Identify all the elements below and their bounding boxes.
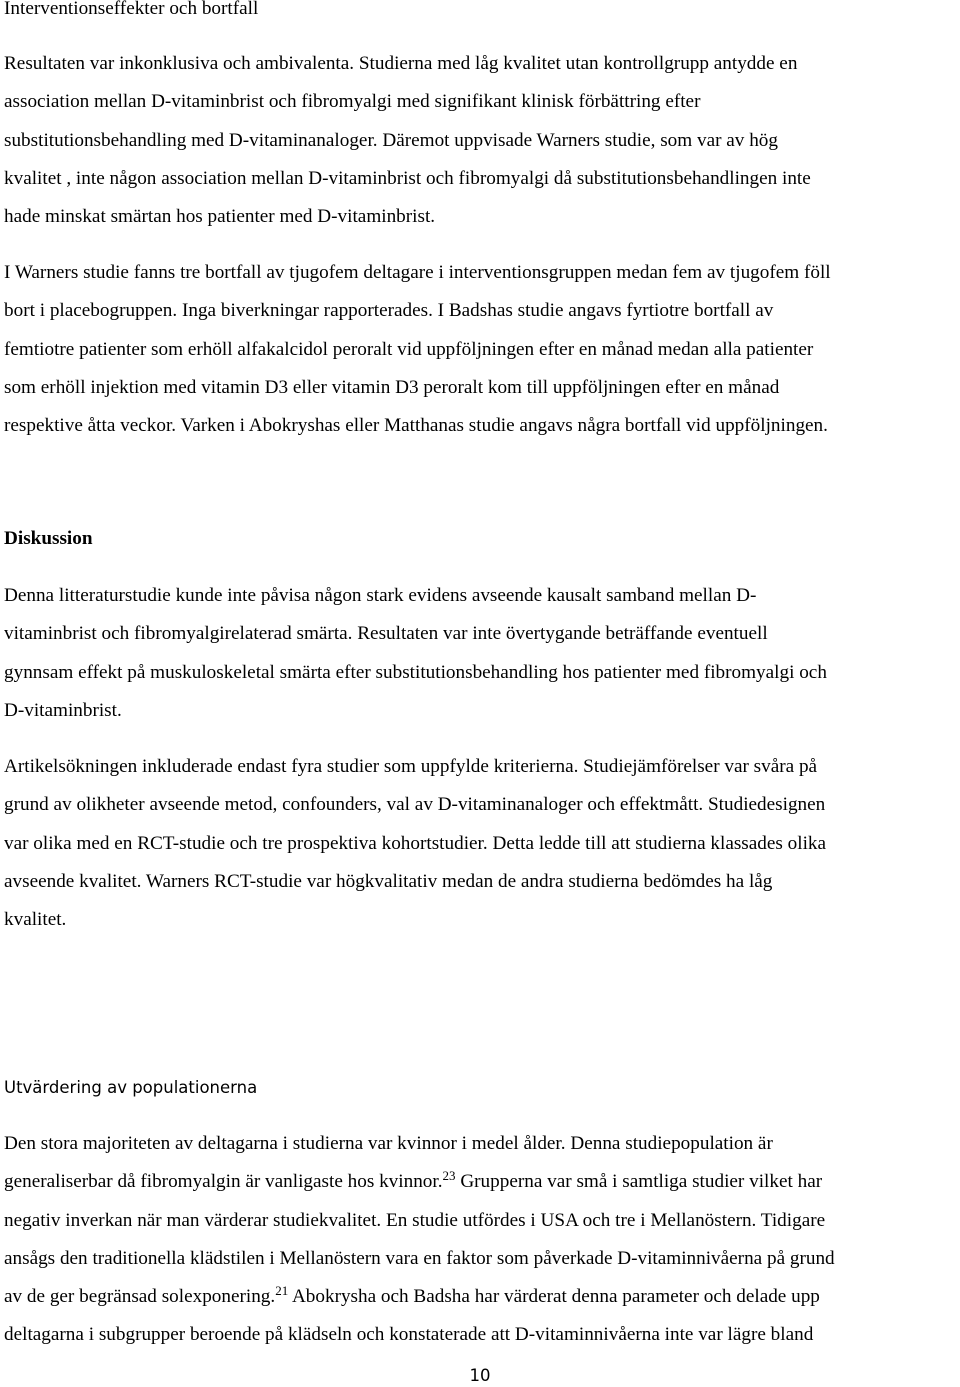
text-line: kvalitet. <box>4 909 67 931</box>
text-line: generaliserbar då fibromyalgin är vanligaste hos kvinnor.$^{23}$ Grupperna var små i samtliga studier vilket har <box>4 1168 823 1193</box>
text-line: association mellan D-vitaminbrist och fibromyalgi med signifikant klinisk förbättring efter <box>4 91 701 113</box>
text-line: Artikelsökningen inkluderade endast fyra studier som uppfylde kriterierna. Studiejämförelser var svåra på <box>4 756 818 777</box>
paragraph-discussion-studies <box>4 748 826 939</box>
citation-ref-23: 23 <box>442 1168 456 1184</box>
section-heading-interventionseffekter: Interventionseffekter och bortfall <box>4 0 259 19</box>
paragraph-results <box>4 45 811 236</box>
section-heading-diskussion: Diskussion <box>4 528 93 549</box>
text-line: negativ inverkan när man värderar studiekvalitet. En studie utfördes i USA och tre i Mellanöstern. Tidigare <box>4 1209 826 1231</box>
text-line: av de ger begränsad solexponering.$^{21}$ Abokrysha och Badsha har värderat denna parameter och delade upp <box>4 1283 820 1308</box>
text-line: bort i placebogruppen. Inga biverkningar rapporterades. I Badshas studie angavs fyrtiotre bortfall av <box>4 300 774 322</box>
text-line: Den stora majoriteten av deltagarna i studierna var kvinnor i medel ålder. Denna studiepopulation är <box>4 1133 773 1154</box>
text-line: D-vitaminbrist. <box>4 699 122 721</box>
text-line: deltagarna i subgrupper beroende på klädseln och konstaterade att D-vitaminnivåerna inte var lägre bland <box>4 1324 814 1346</box>
paragraph-population <box>4 1125 835 1355</box>
text-line: ansågs den traditionella klädstilen i Mellanöstern vara en faktor som påverkade D-vitaminnivåerna på grund <box>4 1247 835 1269</box>
paragraph-dropouts <box>4 254 831 445</box>
text-line: I Warners studie fanns tre bortfall av tjugofem deltagare i interventionsgruppen medan fem av tjugofem föll <box>4 262 831 283</box>
text-line: Denna litteraturstudie kunde inte påvisa någon stark evidens avseende kausalt samband mellan D- <box>4 585 757 606</box>
text-line: som erhöll injektion med vitamin D3 eller vitamin D3 peroralt kom till uppföljningen efter en månad <box>4 376 780 398</box>
text-line: gynnsam effekt på muskuloskeletal smärta efter substitutionsbehandling hos patienter med fibromyalgi och <box>4 661 827 683</box>
section-heading-utvardering: Utvärdering av populationerna <box>4 1078 258 1097</box>
text-line: Resultaten var inkonklusiva och ambivalenta. Studierna med låg kvalitet utan kontrollgrupp antydde en <box>4 53 798 74</box>
text-line: hade minskat smärtan hos patienter med D-vitaminbrist. <box>4 206 436 228</box>
citation-ref-21: 21 <box>275 1283 289 1299</box>
text-line: kvalitet , inte någon association mellan D-vitaminbrist och fibromyalgi då substitutionsbehandlingen inte <box>4 167 811 189</box>
paragraph-discussion-evidence <box>4 577 827 730</box>
page-number: 10 <box>469 1366 491 1385</box>
text-line: vitaminbrist och fibromyalgirelaterad smärta. Resultaten var inte övertygande beträffande eventuell <box>4 623 768 645</box>
text-line: substitutionsbehandling med D-vitaminanaloger. Däremot uppvisade Warners studie, som var av hög <box>4 129 778 151</box>
text-line: var olika med en RCT-studie och tre prospektiva kohortstudier. Detta ledde till att studierna klassades olika <box>4 832 827 854</box>
text-line: grund av olikheter avseende metod, confounders, val av D-vitaminanaloger och effektmått. Studiedesignen <box>4 794 826 816</box>
text-line: femtiotre patienter som erhöll alfakalcidol peroralt vid uppföljningen efter en månad medan alla patienter <box>4 338 814 360</box>
text-line: respektive åtta veckor. Varken i Abokryshas eller Matthanas studie angavs några bortfall vid uppföljningen. <box>4 415 828 437</box>
text-line: avseende kvalitet. Warners RCT-studie var högkvalitativ medan de andra studierna bedömdes ha låg <box>4 870 773 892</box>
